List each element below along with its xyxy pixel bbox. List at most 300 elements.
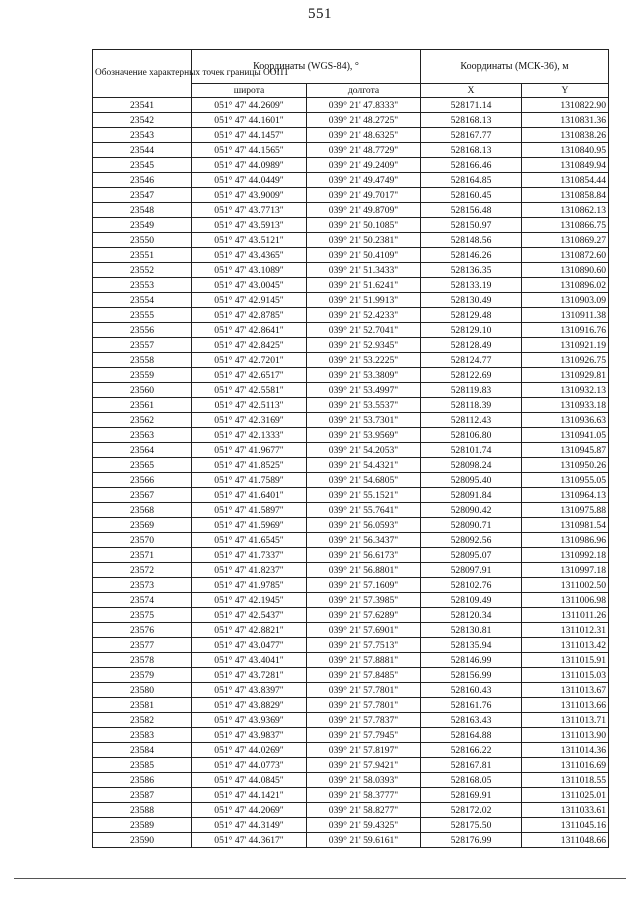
table-row	[93, 563, 609, 578]
x-coordinate-cell: 528090.42	[421, 503, 522, 518]
x-coordinate-cell: 528163.43	[421, 713, 522, 728]
point-id-cell: 23561	[93, 398, 192, 413]
point-id-cell: 23579	[93, 668, 192, 683]
point-id-cell: 23582	[93, 713, 192, 728]
y-coordinate-cell: 1311002.50	[522, 578, 609, 593]
latitude-cell: 051° 47' 44.3149"	[192, 818, 307, 833]
table-row	[93, 188, 609, 203]
x-coordinate-cell: 528128.49	[421, 338, 522, 353]
x-coordinate-cell: 528150.97	[421, 218, 522, 233]
longitude-cell: 039° 21' 53.4997"	[307, 383, 421, 398]
y-coordinate-cell: 1310929.81	[522, 368, 609, 383]
latitude-cell: 051° 47' 44.0989"	[192, 158, 307, 173]
longitude-cell: 039° 21' 51.3433"	[307, 263, 421, 278]
x-coordinate-cell: 528124.77	[421, 353, 522, 368]
latitude-cell: 051° 47' 42.5437"	[192, 608, 307, 623]
point-id-cell: 23589	[93, 818, 192, 833]
y-coordinate-cell: 1310945.87	[522, 443, 609, 458]
latitude-cell: 051° 47' 44.2609"	[192, 98, 307, 113]
x-coordinate-cell: 528135.94	[421, 638, 522, 653]
x-coordinate-cell: 528156.99	[421, 668, 522, 683]
y-coordinate-cell: 1311014.36	[522, 743, 609, 758]
latitude-cell: 051° 47' 43.8829"	[192, 698, 307, 713]
longitude-cell: 039° 21' 54.4321"	[307, 458, 421, 473]
x-coordinate-cell: 528176.99	[421, 833, 522, 848]
longitude-cell: 039° 21' 50.2381"	[307, 233, 421, 248]
x-coordinate-cell: 528156.48	[421, 203, 522, 218]
longitude-cell: 039° 21' 52.4233"	[307, 308, 421, 323]
x-coordinate-cell: 528112.43	[421, 413, 522, 428]
x-coordinate-cell: 528129.48	[421, 308, 522, 323]
coordinates-table	[92, 49, 609, 848]
latitude-cell: 051° 47' 41.5969"	[192, 518, 307, 533]
point-id-cell: 23558	[93, 353, 192, 368]
longitude-cell: 039° 21' 53.9569"	[307, 428, 421, 443]
longitude-cell: 039° 21' 48.2725"	[307, 113, 421, 128]
point-id-cell: 23560	[93, 383, 192, 398]
latitude-cell: 051° 47' 44.0449"	[192, 173, 307, 188]
x-coordinate-cell: 528166.22	[421, 743, 522, 758]
table-row	[93, 833, 609, 848]
latitude-cell: 051° 47' 41.7337"	[192, 548, 307, 563]
latitude-cell: 051° 47' 44.0845"	[192, 773, 307, 788]
table-row	[93, 338, 609, 353]
point-id-cell: 23575	[93, 608, 192, 623]
table-row	[93, 548, 609, 563]
point-id-cell: 23580	[93, 683, 192, 698]
point-id-cell: 23550	[93, 233, 192, 248]
y-coordinate-cell: 1311013.67	[522, 683, 609, 698]
longitude-cell: 039° 21' 49.2409"	[307, 158, 421, 173]
latitude-cell: 051° 47' 42.8641"	[192, 323, 307, 338]
y-coordinate-cell: 1310890.60	[522, 263, 609, 278]
table-row	[93, 698, 609, 713]
point-id-cell: 23547	[93, 188, 192, 203]
longitude-cell: 039° 21' 48.6325"	[307, 128, 421, 143]
y-coordinate-cell: 1310950.26	[522, 458, 609, 473]
point-id-cell: 23563	[93, 428, 192, 443]
table-row	[93, 458, 609, 473]
table-row	[93, 803, 609, 818]
point-id-cell: 23548	[93, 203, 192, 218]
point-id-cell: 23574	[93, 593, 192, 608]
latitude-cell: 051° 47' 43.5913"	[192, 218, 307, 233]
table-row	[93, 608, 609, 623]
y-coordinate-cell: 1311048.66	[522, 833, 609, 848]
latitude-cell: 051° 47' 44.1421"	[192, 788, 307, 803]
table-row	[93, 788, 609, 803]
point-id-cell: 23554	[93, 293, 192, 308]
x-coordinate-cell: 528098.24	[421, 458, 522, 473]
latitude-cell: 051° 47' 43.0477"	[192, 638, 307, 653]
y-coordinate-cell: 1310921.19	[522, 338, 609, 353]
table-row	[93, 143, 609, 158]
y-coordinate-cell: 1310933.18	[522, 398, 609, 413]
y-coordinate-cell: 1311016.69	[522, 758, 609, 773]
table-row	[93, 98, 609, 113]
x-coordinate-cell: 528092.56	[421, 533, 522, 548]
y-coordinate-cell: 1310964.13	[522, 488, 609, 503]
x-coordinate-cell: 528167.77	[421, 128, 522, 143]
point-id-cell: 23577	[93, 638, 192, 653]
longitude-cell: 039° 21' 53.3809"	[307, 368, 421, 383]
point-id-cell: 23566	[93, 473, 192, 488]
longitude-cell: 039° 21' 58.8277"	[307, 803, 421, 818]
table-row	[93, 773, 609, 788]
latitude-cell: 051° 47' 42.1945"	[192, 593, 307, 608]
x-coordinate-cell: 528095.40	[421, 473, 522, 488]
table-row	[93, 743, 609, 758]
longitude-cell: 039° 21' 48.7729"	[307, 143, 421, 158]
latitude-cell: 051° 47' 43.7281"	[192, 668, 307, 683]
table-row	[93, 278, 609, 293]
y-coordinate-cell: 1311012.31	[522, 623, 609, 638]
longitude-cell: 039° 21' 57.6289"	[307, 608, 421, 623]
page-number: 551	[308, 6, 332, 22]
point-id-cell: 23552	[93, 263, 192, 278]
table-row	[93, 443, 609, 458]
x-coordinate-cell: 528133.19	[421, 278, 522, 293]
x-coordinate-cell: 528166.46	[421, 158, 522, 173]
bottom-divider	[14, 878, 626, 879]
longitude-cell: 039° 21' 57.7801"	[307, 683, 421, 698]
table-row	[93, 623, 609, 638]
y-coordinate-cell: 1310986.96	[522, 533, 609, 548]
y-coordinate-cell: 1311033.61	[522, 803, 609, 818]
point-id-cell: 23570	[93, 533, 192, 548]
x-coordinate-cell: 528130.49	[421, 293, 522, 308]
point-id-cell: 23568	[93, 503, 192, 518]
y-coordinate-cell: 1310997.18	[522, 563, 609, 578]
table-row	[93, 383, 609, 398]
x-coordinate-cell: 528164.88	[421, 728, 522, 743]
point-id-cell: 23541	[93, 98, 192, 113]
table-row	[93, 428, 609, 443]
latitude-cell: 051° 47' 42.9145"	[192, 293, 307, 308]
longitude-cell: 039° 21' 52.7041"	[307, 323, 421, 338]
x-coordinate-cell: 528097.91	[421, 563, 522, 578]
latitude-cell: 051° 47' 42.5113"	[192, 398, 307, 413]
point-id-cell: 23572	[93, 563, 192, 578]
longitude-cell: 039° 21' 57.3985"	[307, 593, 421, 608]
table-row	[93, 218, 609, 233]
longitude-cell: 039° 21' 52.9345"	[307, 338, 421, 353]
x-coordinate-cell: 528168.13	[421, 143, 522, 158]
table-row	[93, 248, 609, 263]
point-id-cell: 23586	[93, 773, 192, 788]
y-coordinate-cell: 1310955.05	[522, 473, 609, 488]
latitude-cell: 051° 47' 44.0269"	[192, 743, 307, 758]
y-header: Y	[522, 84, 609, 98]
y-coordinate-cell: 1311013.42	[522, 638, 609, 653]
latitude-cell: 051° 47' 42.1333"	[192, 428, 307, 443]
point-id-cell: 23545	[93, 158, 192, 173]
x-coordinate-cell: 528102.76	[421, 578, 522, 593]
y-coordinate-cell: 1311011.26	[522, 608, 609, 623]
table-row	[93, 368, 609, 383]
point-id-cell: 23578	[93, 653, 192, 668]
point-id-cell: 23581	[93, 698, 192, 713]
x-coordinate-cell: 528118.39	[421, 398, 522, 413]
latitude-cell: 051° 47' 42.8785"	[192, 308, 307, 323]
latitude-cell: 051° 47' 41.7589"	[192, 473, 307, 488]
longitude-header: долгота	[307, 84, 421, 98]
x-coordinate-cell: 528106.80	[421, 428, 522, 443]
longitude-cell: 039° 21' 59.6161"	[307, 833, 421, 848]
latitude-cell: 051° 47' 41.8525"	[192, 458, 307, 473]
longitude-cell: 039° 21' 57.9421"	[307, 758, 421, 773]
longitude-cell: 039° 21' 54.2053"	[307, 443, 421, 458]
x-coordinate-cell: 528172.02	[421, 803, 522, 818]
point-id-cell: 23555	[93, 308, 192, 323]
table-row	[93, 173, 609, 188]
x-coordinate-cell: 528146.99	[421, 653, 522, 668]
point-id-cell: 23569	[93, 518, 192, 533]
x-coordinate-cell: 528175.50	[421, 818, 522, 833]
longitude-cell: 039° 21' 58.0393"	[307, 773, 421, 788]
point-id-cell: 23546	[93, 173, 192, 188]
latitude-cell: 051° 47' 41.6401"	[192, 488, 307, 503]
table-header	[93, 50, 609, 98]
table-row	[93, 638, 609, 653]
y-coordinate-cell: 1311013.90	[522, 728, 609, 743]
y-coordinate-cell: 1311006.98	[522, 593, 609, 608]
table-row	[93, 533, 609, 548]
point-id-cell: 23542	[93, 113, 192, 128]
latitude-cell: 051° 47' 44.0773"	[192, 758, 307, 773]
y-coordinate-cell: 1311025.01	[522, 788, 609, 803]
longitude-cell: 039° 21' 55.7641"	[307, 503, 421, 518]
latitude-cell: 051° 47' 42.8425"	[192, 338, 307, 353]
point-id-cell: 23543	[93, 128, 192, 143]
point-id-cell: 23564	[93, 443, 192, 458]
latitude-cell: 051° 47' 41.6545"	[192, 533, 307, 548]
y-coordinate-cell: 1311015.91	[522, 653, 609, 668]
table-row	[93, 683, 609, 698]
y-coordinate-cell: 1310854.44	[522, 173, 609, 188]
header-row	[93, 50, 609, 84]
table-row	[93, 473, 609, 488]
longitude-cell: 039° 21' 55.1521"	[307, 488, 421, 503]
table-row	[93, 758, 609, 773]
msk36-header: Координаты (МСК-36), м	[421, 50, 609, 84]
x-coordinate-cell: 528120.34	[421, 608, 522, 623]
latitude-cell: 051° 47' 41.5897"	[192, 503, 307, 518]
longitude-cell: 039° 21' 49.4749"	[307, 173, 421, 188]
y-coordinate-cell: 1310926.75	[522, 353, 609, 368]
table-row	[93, 518, 609, 533]
point-id-cell: 23549	[93, 218, 192, 233]
x-coordinate-cell: 528090.71	[421, 518, 522, 533]
latitude-cell: 051° 47' 42.7201"	[192, 353, 307, 368]
y-coordinate-cell: 1310941.05	[522, 428, 609, 443]
point-id-cell: 23559	[93, 368, 192, 383]
x-coordinate-cell: 528160.45	[421, 188, 522, 203]
longitude-cell: 039° 21' 57.8197"	[307, 743, 421, 758]
x-coordinate-cell: 528161.76	[421, 698, 522, 713]
x-coordinate-cell: 528146.26	[421, 248, 522, 263]
point-id-cell: 23584	[93, 743, 192, 758]
y-coordinate-cell: 1310981.54	[522, 518, 609, 533]
y-coordinate-cell: 1311045.16	[522, 818, 609, 833]
point-id-cell: 23567	[93, 488, 192, 503]
y-coordinate-cell: 1310992.18	[522, 548, 609, 563]
longitude-cell: 039° 21' 57.7945"	[307, 728, 421, 743]
longitude-cell: 039° 21' 51.9913"	[307, 293, 421, 308]
y-coordinate-cell: 1310862.13	[522, 203, 609, 218]
point-id-cell: 23556	[93, 323, 192, 338]
longitude-cell: 039° 21' 53.7301"	[307, 413, 421, 428]
y-coordinate-cell: 1310858.84	[522, 188, 609, 203]
point-id-cell: 23544	[93, 143, 192, 158]
table-row	[93, 293, 609, 308]
point-id-cell: 23590	[93, 833, 192, 848]
y-coordinate-cell: 1310916.76	[522, 323, 609, 338]
y-coordinate-cell: 1310822.90	[522, 98, 609, 113]
x-coordinate-cell: 528101.74	[421, 443, 522, 458]
y-coordinate-cell: 1310831.36	[522, 113, 609, 128]
table-row	[93, 578, 609, 593]
table-row	[93, 713, 609, 728]
longitude-cell: 039° 21' 57.8881"	[307, 653, 421, 668]
table-row	[93, 398, 609, 413]
table-row	[93, 158, 609, 173]
latitude-cell: 051° 47' 44.1601"	[192, 113, 307, 128]
latitude-cell: 051° 47' 43.5121"	[192, 233, 307, 248]
latitude-cell: 051° 47' 43.8397"	[192, 683, 307, 698]
point-designation-header: Обозначение характерных точек границы ООПТ	[93, 50, 192, 98]
longitude-cell: 039° 21' 57.7513"	[307, 638, 421, 653]
table-row	[93, 323, 609, 338]
y-coordinate-cell: 1310872.60	[522, 248, 609, 263]
point-id-cell: 23576	[93, 623, 192, 638]
table-row	[93, 503, 609, 518]
latitude-cell: 051° 47' 44.1457"	[192, 128, 307, 143]
point-id-cell: 23562	[93, 413, 192, 428]
latitude-cell: 051° 47' 41.9677"	[192, 443, 307, 458]
longitude-cell: 039° 21' 49.7017"	[307, 188, 421, 203]
longitude-cell: 039° 21' 56.8801"	[307, 563, 421, 578]
latitude-cell: 051° 47' 42.5581"	[192, 383, 307, 398]
x-coordinate-cell: 528160.43	[421, 683, 522, 698]
latitude-cell: 051° 47' 43.9837"	[192, 728, 307, 743]
latitude-cell: 051° 47' 44.1565"	[192, 143, 307, 158]
latitude-cell: 051° 47' 43.4365"	[192, 248, 307, 263]
point-id-cell: 23565	[93, 458, 192, 473]
longitude-cell: 039° 21' 56.6173"	[307, 548, 421, 563]
y-coordinate-cell: 1310911.38	[522, 308, 609, 323]
y-coordinate-cell: 1310903.09	[522, 293, 609, 308]
point-id-cell: 23585	[93, 758, 192, 773]
latitude-cell: 051° 47' 43.0045"	[192, 278, 307, 293]
y-coordinate-cell: 1310849.94	[522, 158, 609, 173]
point-id-cell: 23553	[93, 278, 192, 293]
table-row	[93, 263, 609, 278]
latitude-cell: 051° 47' 43.1089"	[192, 263, 307, 278]
longitude-cell: 039° 21' 56.3437"	[307, 533, 421, 548]
x-coordinate-cell: 528168.13	[421, 113, 522, 128]
y-coordinate-cell: 1310932.13	[522, 383, 609, 398]
longitude-cell: 039° 21' 50.4109"	[307, 248, 421, 263]
table-row	[93, 593, 609, 608]
x-coordinate-cell: 528167.81	[421, 758, 522, 773]
x-coordinate-cell: 528119.83	[421, 383, 522, 398]
longitude-cell: 039° 21' 53.2225"	[307, 353, 421, 368]
y-coordinate-cell: 1311018.55	[522, 773, 609, 788]
longitude-cell: 039° 21' 57.7837"	[307, 713, 421, 728]
latitude-cell: 051° 47' 43.4041"	[192, 653, 307, 668]
x-coordinate-cell: 528130.81	[421, 623, 522, 638]
longitude-cell: 039° 21' 54.6805"	[307, 473, 421, 488]
y-coordinate-cell: 1310869.27	[522, 233, 609, 248]
latitude-cell: 051° 47' 43.7713"	[192, 203, 307, 218]
latitude-cell: 051° 47' 41.8237"	[192, 563, 307, 578]
point-id-cell: 23571	[93, 548, 192, 563]
latitude-header: широта	[192, 84, 307, 98]
y-coordinate-cell: 1310936.63	[522, 413, 609, 428]
x-coordinate-cell: 528171.14	[421, 98, 522, 113]
point-id-cell: 23551	[93, 248, 192, 263]
table-row	[93, 353, 609, 368]
point-id-cell: 23583	[93, 728, 192, 743]
latitude-cell: 051° 47' 44.2069"	[192, 803, 307, 818]
y-coordinate-cell: 1310866.75	[522, 218, 609, 233]
point-id-cell: 23588	[93, 803, 192, 818]
x-coordinate-cell: 528148.56	[421, 233, 522, 248]
longitude-cell: 039° 21' 57.6901"	[307, 623, 421, 638]
x-coordinate-cell: 528136.35	[421, 263, 522, 278]
point-id-cell: 23587	[93, 788, 192, 803]
longitude-cell: 039° 21' 56.0593"	[307, 518, 421, 533]
longitude-cell: 039° 21' 49.8709"	[307, 203, 421, 218]
y-coordinate-cell: 1310896.02	[522, 278, 609, 293]
y-coordinate-cell: 1310975.88	[522, 503, 609, 518]
y-coordinate-cell: 1311013.66	[522, 698, 609, 713]
latitude-cell: 051° 47' 42.6517"	[192, 368, 307, 383]
y-coordinate-cell: 1310840.95	[522, 143, 609, 158]
latitude-cell: 051° 47' 43.9369"	[192, 713, 307, 728]
table-row	[93, 488, 609, 503]
latitude-cell: 051° 47' 42.8821"	[192, 623, 307, 638]
y-coordinate-cell: 1310838.26	[522, 128, 609, 143]
latitude-cell: 051° 47' 43.9009"	[192, 188, 307, 203]
y-coordinate-cell: 1311015.03	[522, 668, 609, 683]
x-coordinate-cell: 528129.10	[421, 323, 522, 338]
x-coordinate-cell: 528122.69	[421, 368, 522, 383]
longitude-cell: 039° 21' 51.6241"	[307, 278, 421, 293]
longitude-cell: 039° 21' 59.4325"	[307, 818, 421, 833]
table-row	[93, 203, 609, 218]
table-row	[93, 113, 609, 128]
x-coordinate-cell: 528169.91	[421, 788, 522, 803]
latitude-cell: 051° 47' 41.9785"	[192, 578, 307, 593]
x-coordinate-cell: 528168.05	[421, 773, 522, 788]
longitude-cell: 039° 21' 58.3777"	[307, 788, 421, 803]
longitude-cell: 039° 21' 47.8333"	[307, 98, 421, 113]
table-row	[93, 653, 609, 668]
table-row	[93, 233, 609, 248]
wgs84-header: Координаты (WGS-84), °	[192, 50, 421, 84]
table-row	[93, 308, 609, 323]
longitude-cell: 039° 21' 57.8485"	[307, 668, 421, 683]
table-row	[93, 668, 609, 683]
table-row	[93, 128, 609, 143]
x-coordinate-cell: 528109.49	[421, 593, 522, 608]
latitude-cell: 051° 47' 42.3169"	[192, 413, 307, 428]
point-id-cell: 23573	[93, 578, 192, 593]
y-coordinate-cell: 1311013.71	[522, 713, 609, 728]
x-coordinate-cell: 528095.07	[421, 548, 522, 563]
